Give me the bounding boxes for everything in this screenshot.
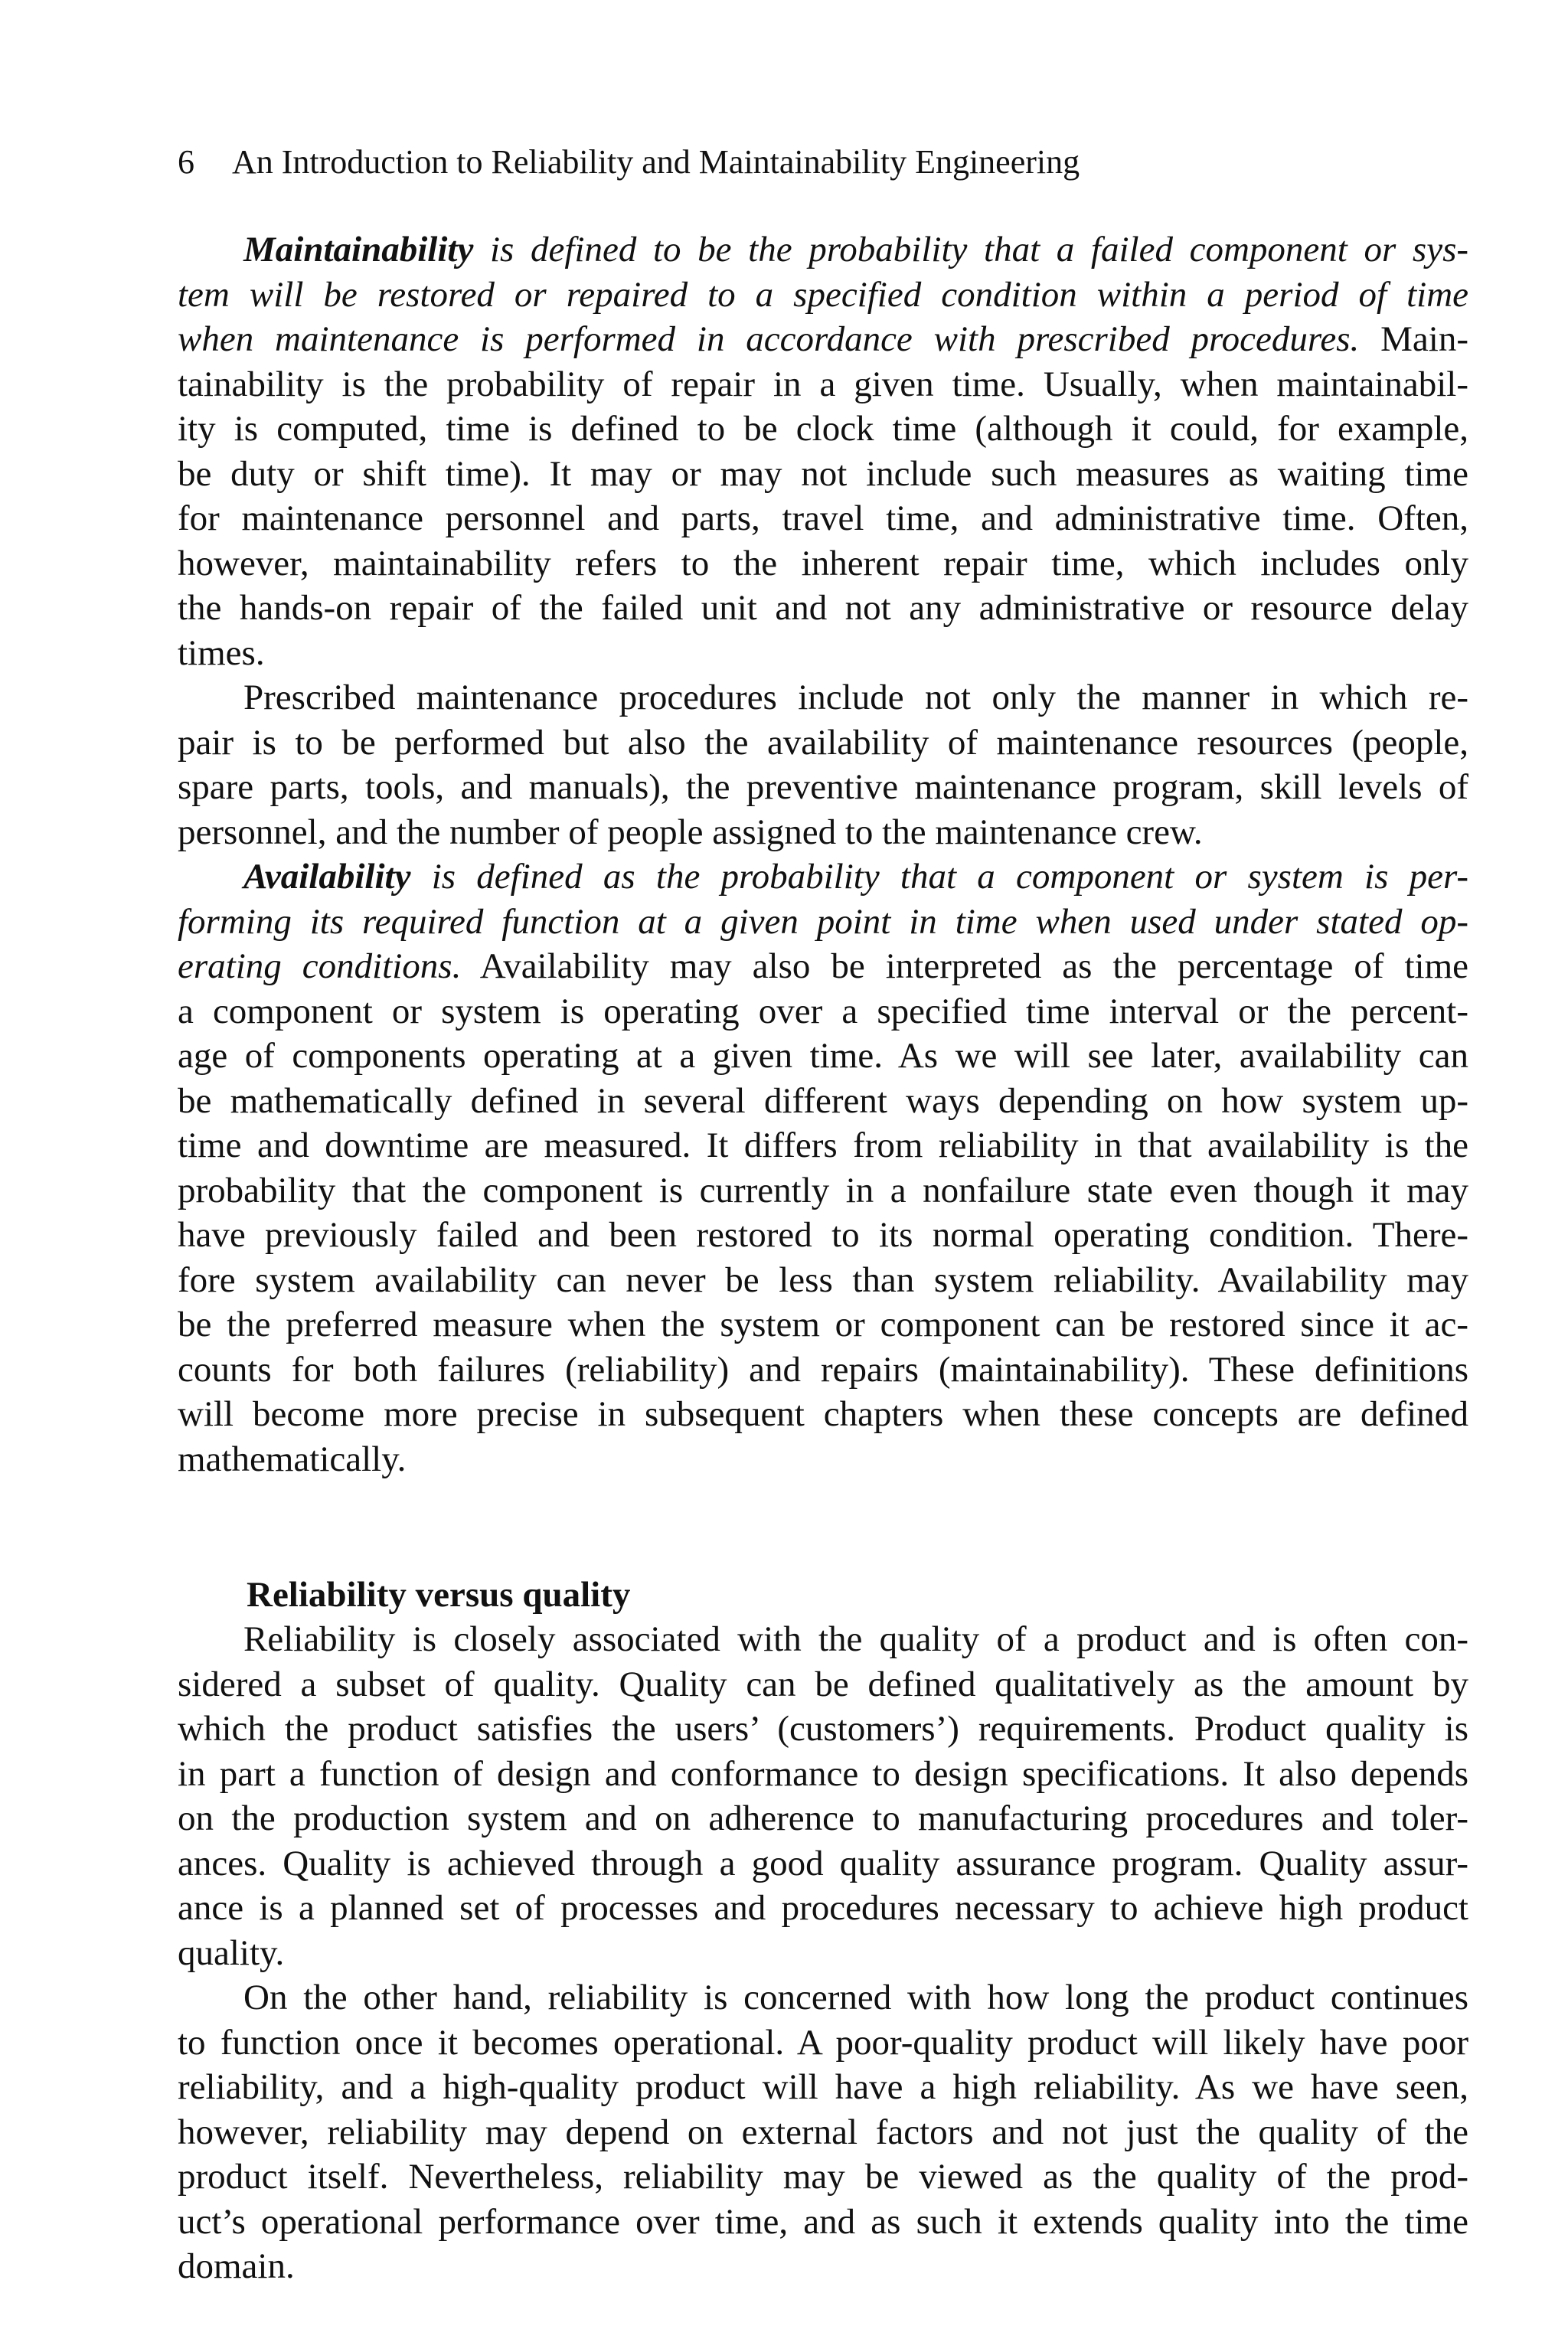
text-line: counts for both failures (reliability) and repairs (maintainability). These definitions <box>178 1349 1468 1390</box>
section-heading: Reliability versus quality <box>247 1575 631 1615</box>
text-line: Prescribed maintenance procedures include not only the manner in which re- <box>243 678 1468 717</box>
section-definitions <box>178 227 1468 1481</box>
text-line: mathematically. <box>178 1439 407 1479</box>
paragraph-maintainability <box>178 227 1468 675</box>
text-line: in part a function of design and conformance to design specifications. It also depends <box>178 1753 1468 1794</box>
text-line: ance is a planned set of processes and procedures necessary to achieve high product <box>178 1888 1468 1928</box>
paragraph-quality <box>178 1617 1468 1975</box>
text-line: on the production system and on adherence to manufacturing procedures and toler- <box>178 1798 1468 1838</box>
paragraph-operational-reliability <box>178 1975 1468 2289</box>
defined-term: Maintainability <box>243 230 474 270</box>
paragraph-availability <box>178 854 1468 1481</box>
text-line: ances. Quality is achieved through a good quality assurance program. Quality assur- <box>178 1843 1468 1883</box>
text-line: have previously failed and been restored to its normal operating condition. There- <box>178 1215 1468 1255</box>
text-line: probability that the component is currently in a nonfailure state even though it may <box>178 1170 1468 1210</box>
text-line: be mathematically defined in several different ways depending on how system up- <box>178 1080 1468 1121</box>
text-line: fore system availability can never be less than system reliability. Availability may <box>178 1259 1468 1300</box>
text-line: however, maintainability refers to the inherent repair time, which includes only <box>178 543 1468 583</box>
page-number: 6 <box>178 143 194 181</box>
text-line: be duty or shift time). It may or may not include such measures as waiting time <box>178 453 1468 494</box>
text-line: On the other hand, reliability is concerned with how long the product continues <box>243 1978 1468 2017</box>
text-line: to function once it becomes operational. A poor-quality product will likely have poor <box>178 2022 1468 2063</box>
paragraph-prescribed-maintenance <box>178 675 1468 854</box>
text-line: quality. <box>178 1932 285 1973</box>
text-line: age of components operating at a given time. As we will see later, availability can <box>178 1036 1468 1076</box>
text-line: tainability is the probability of repair in a given time. Usually, when maintainabil- <box>178 364 1468 404</box>
running-head <box>178 140 1080 185</box>
text-line: spare parts, tools, and manuals), the preventive maintenance program, skill levels of <box>178 767 1468 807</box>
defined-term: Availability <box>243 857 411 897</box>
text-line: Maintainability is defined to be the probability that a failed component or sys- <box>243 230 1468 270</box>
text-line: pair is to be performed but also the availability of maintenance resources (people, <box>178 722 1468 763</box>
text-line: forming its required function at a given point in time when used under stated op- <box>178 901 1468 942</box>
text-line: ity is computed, time is defined to be clock time (although it could, for example, <box>178 409 1468 449</box>
text-line: erating conditions. Availability may also be interpreted as the percentage of time <box>178 946 1468 986</box>
text-line: personnel, and the number of people assigned to the maintenance crew. <box>178 812 1203 852</box>
text-line: uct’s operational performance over time, and as such it extends quality into the time <box>178 2201 1468 2242</box>
text-line: domain. <box>178 2246 295 2286</box>
text-line: reliability, and a high-quality product will have a high reliability. As we have seen, <box>178 2067 1468 2107</box>
text-line: tem will be restored or repaired to a specified condition within a period of time <box>178 274 1468 315</box>
section-reliability-vs-quality <box>178 1617 1468 2289</box>
text-line: product itself. Nevertheless, reliability may be viewed as the quality of the prod- <box>178 2157 1468 2197</box>
running-title: An Introduction to Reliability and Maintainability Engineering <box>232 143 1080 181</box>
text-line: a component or system is operating over a specified time interval or the percent- <box>178 991 1468 1031</box>
text-line: when maintenance is performed in accordance with prescribed procedures. Main- <box>178 319 1468 359</box>
text-line: for maintenance personnel and parts, travel time, and administrative time. Often, <box>178 498 1468 538</box>
text-line: the hands-on repair of the failed unit and not any administrative or resource delay <box>178 588 1468 628</box>
text-line: time and downtime are measured. It differs from reliability in that availability is the <box>178 1125 1468 1165</box>
text-line: times. <box>178 632 265 673</box>
text-line: Reliability is closely associated with the quality of a product and is often con- <box>243 1619 1468 1659</box>
text-line: however, reliability may depend on external factors and not just the quality of the <box>178 2112 1468 2152</box>
text-line: will become more precise in subsequent chapters when these concepts are defined <box>178 1394 1468 1434</box>
text-line: Availability is defined as the probability that a component or system is per- <box>243 857 1468 897</box>
text-line: be the preferred measure when the system or component can be restored since it ac- <box>178 1305 1468 1344</box>
text-line: which the product satisfies the users’ (customers’) requirements. Product quality is <box>178 1709 1468 1749</box>
text-line: sidered a subset of quality. Quality can be defined qualitatively as the amount by <box>178 1664 1468 1704</box>
